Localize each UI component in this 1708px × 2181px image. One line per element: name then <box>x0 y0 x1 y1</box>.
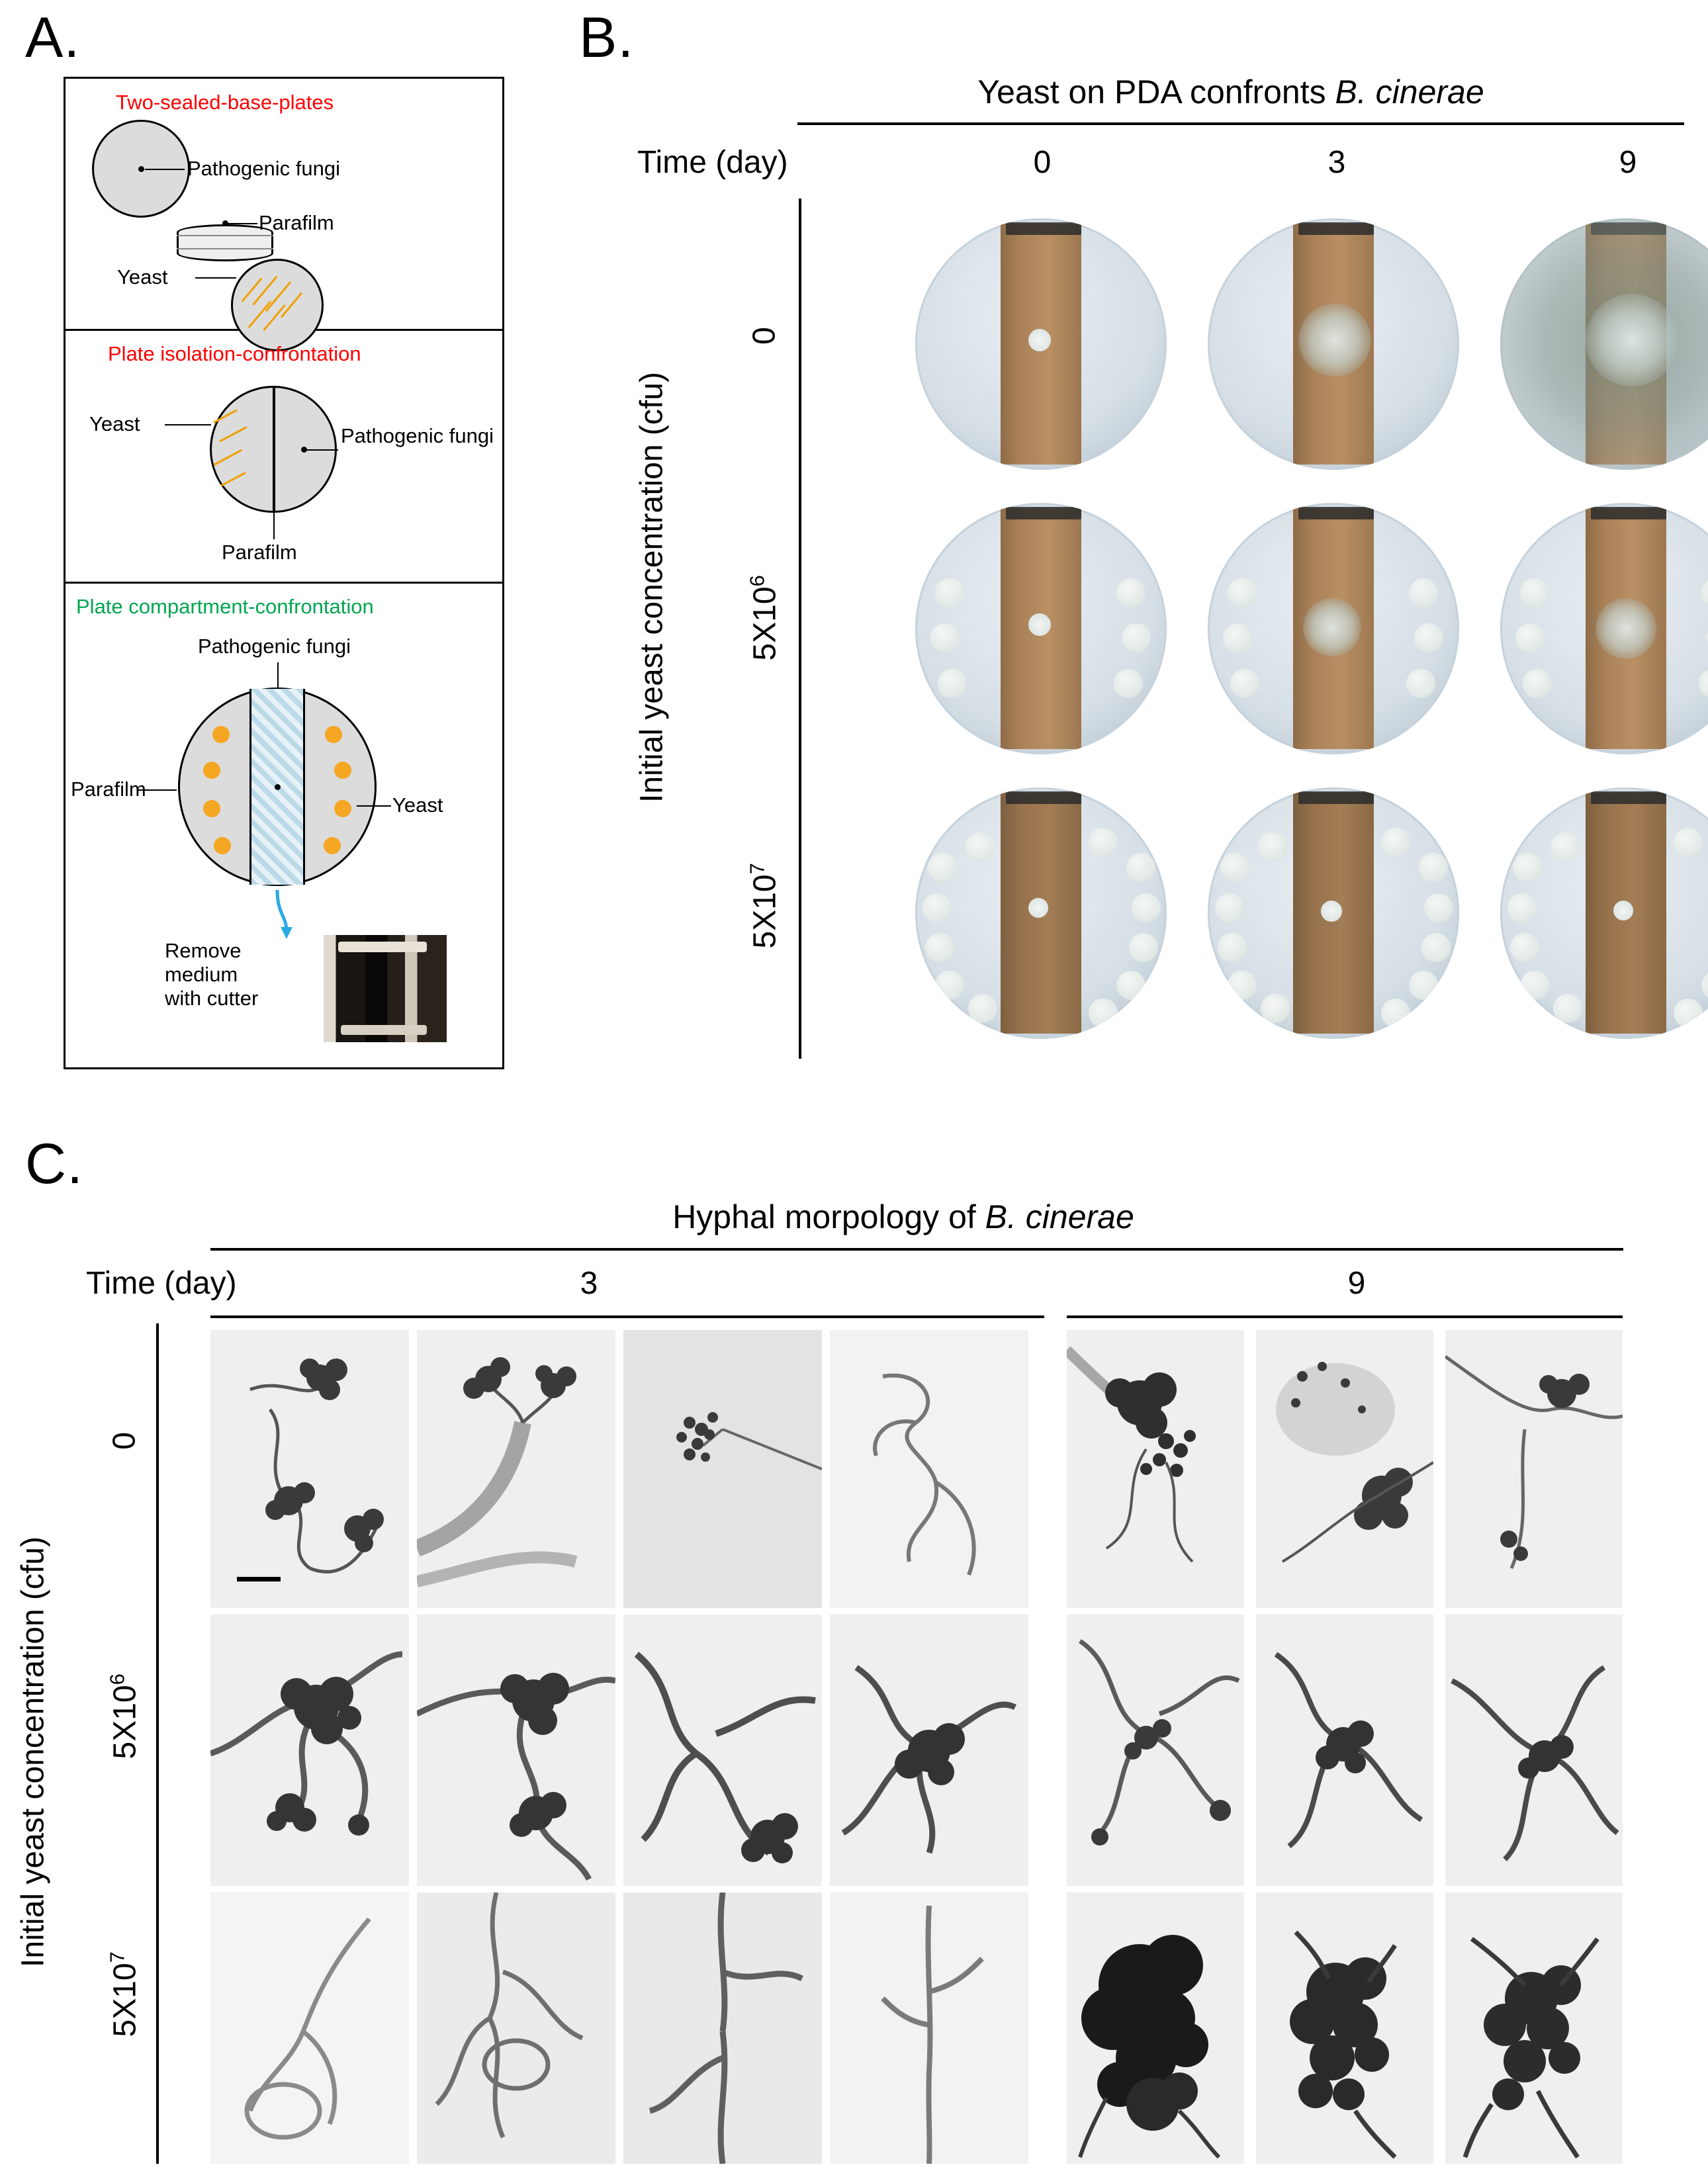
yeast-colony <box>1523 669 1552 698</box>
yeast-colony <box>1261 994 1290 1023</box>
parafilm-cylinder-lines <box>177 235 273 249</box>
label-pathogenic-fungi-3: Pathogenic fungi <box>198 635 351 658</box>
panel-b-row-head-2 <box>745 863 784 949</box>
yeast-colony <box>968 994 997 1023</box>
micrograph-row1-d3-2 <box>417 1615 615 1886</box>
yeast-colony <box>930 623 960 652</box>
section-title-two-sealed-base-plates: Two-sealed-base-plates <box>116 91 334 114</box>
row-head-exp: 7 <box>745 863 769 875</box>
panel-b-title-italic: B. cinerae <box>1335 73 1484 111</box>
leader-line <box>226 223 257 224</box>
yeast-colony <box>1674 999 1703 1028</box>
panel-b <box>566 0 1708 1112</box>
label-yeast-1: Yeast <box>117 265 168 289</box>
yeast-colony <box>1223 623 1252 652</box>
panel-c-row-head-1 <box>105 1673 144 1759</box>
parafilm-divider <box>273 387 275 512</box>
yeast-colony <box>1699 669 1708 698</box>
micrograph-row1-d3-3 <box>623 1615 822 1886</box>
plate-row0-day3 <box>1208 218 1459 470</box>
panel-c-col-rule-day3 <box>210 1315 1044 1318</box>
fungal-colony <box>1613 901 1633 920</box>
fungal-colony <box>1028 613 1051 636</box>
panel-c-header-rule <box>210 1248 1623 1251</box>
yeast-colony <box>1513 853 1542 882</box>
yeast-colony <box>203 800 220 817</box>
plate-row1-day9 <box>1500 503 1708 754</box>
yeast-colony <box>212 726 230 743</box>
panel-c-letter: C. <box>25 1132 83 1196</box>
yeast-colony <box>935 578 964 607</box>
leader-line <box>145 169 185 170</box>
scale-bar <box>237 1577 281 1581</box>
yeast-colony <box>1089 828 1118 857</box>
plate-tape <box>1298 507 1374 519</box>
yeast-colony <box>325 726 342 743</box>
micrograph-row0-d3-1 <box>210 1330 409 1608</box>
micrograph-row2-d9-2 <box>1256 1892 1433 2164</box>
yeast-colony <box>1228 578 1257 607</box>
plate-tape <box>1006 791 1081 804</box>
yeast-colony <box>928 853 957 882</box>
yeast-colony <box>1515 623 1545 652</box>
micrograph-row0-d9-1 <box>1067 1330 1244 1608</box>
panel-c-time-label: Time (day) <box>86 1266 237 1301</box>
plate-tape <box>1591 507 1666 519</box>
note-line-3: with cutter <box>165 986 259 1010</box>
panel-b-title-prefix: Yeast on PDA confronts <box>977 73 1335 111</box>
micrograph-row0-d9-2 <box>1256 1330 1433 1608</box>
leader-line <box>357 805 391 807</box>
micrograph-row1-d3-1 <box>210 1615 409 1886</box>
panel-c <box>0 1125 1708 2181</box>
plate-row0-day0 <box>915 218 1167 470</box>
yeast-colony <box>1701 971 1708 1000</box>
panel-c-title-italic: B. cinerae <box>985 1198 1134 1235</box>
label-parafilm-1: Parafilm <box>259 211 334 234</box>
yeast-colony <box>925 933 954 962</box>
yeast-colony <box>1129 933 1158 962</box>
fungal-colony <box>1028 329 1051 351</box>
yeast-colony <box>1419 853 1448 882</box>
yeast-colony <box>1409 971 1438 1000</box>
panel-c-row-head-0 <box>107 1402 143 1481</box>
yeast-colony <box>1409 578 1438 607</box>
yeast-colony <box>1551 832 1580 862</box>
yeast-colony <box>334 800 351 817</box>
leader-line <box>306 449 338 451</box>
micrograph-row1-d9-1 <box>1067 1615 1244 1886</box>
plate-row1-day0 <box>915 503 1167 754</box>
panel-b-col-head-1: 3 <box>1327 145 1346 180</box>
leader-line <box>165 424 211 425</box>
panel-b-letter: B. <box>579 6 635 69</box>
yeast-colony <box>938 669 967 698</box>
panel-c-col-rule-day9 <box>1067 1315 1623 1318</box>
yeast-colony <box>1406 669 1435 698</box>
micrograph-row0-d3-3 <box>623 1330 822 1608</box>
panel-a-letter: A. <box>25 6 81 69</box>
yeast-colony <box>966 832 995 862</box>
yeast-colony <box>1510 933 1539 962</box>
yeast-colony <box>1126 853 1155 882</box>
yeast-colony <box>1114 669 1143 698</box>
leader-line <box>273 513 275 539</box>
yeast-colony <box>324 837 341 854</box>
row-head-base: 5X10 <box>107 1963 143 2037</box>
label-yeast-3: Yeast <box>392 793 443 817</box>
panel-a-diagram-box <box>64 77 504 1069</box>
micrograph-row0-d9-3 <box>1445 1330 1623 1608</box>
panel-b-time-label: Time (day) <box>637 145 788 180</box>
yeast-colony <box>1220 853 1249 882</box>
panel-a <box>0 0 529 1098</box>
fungal-colony <box>1028 898 1048 918</box>
yeast-colony <box>1414 623 1443 652</box>
yeast-colony <box>334 762 351 779</box>
yeast-colony <box>1507 893 1537 922</box>
micrograph-row2-d3-3 <box>623 1892 822 2164</box>
panel-b-axis-rule <box>799 199 801 1059</box>
yeast-colony <box>1228 971 1257 1000</box>
plate-row0-day9 <box>1500 218 1708 470</box>
inoculum-dot-icon-4 <box>275 784 281 790</box>
yeast-colony <box>922 893 952 922</box>
note-line-1: Remove <box>165 939 242 962</box>
panel-b-col-head-2: 9 <box>1619 145 1637 180</box>
panel-b-col-head-0: 0 <box>1033 145 1052 180</box>
petri-dish-yeast-icon <box>231 259 324 351</box>
micrograph-row2-d3-4 <box>830 1892 1028 2164</box>
label-pathogenic-fungi-2: Pathogenic fungi <box>341 424 494 447</box>
yeast-colony <box>1421 933 1451 962</box>
micrograph-row2-d3-1 <box>210 1892 409 2164</box>
row-head-base: 5X10 <box>107 1685 143 1759</box>
fungal-mold <box>1586 294 1678 386</box>
yeast-colony <box>1424 893 1453 922</box>
panel-a-divider-2 <box>66 582 502 584</box>
label-parafilm-2: Parafilm <box>222 541 297 564</box>
panel-c-col-head-0: 3 <box>580 1266 598 1301</box>
yeast-colony <box>1122 623 1151 652</box>
plate-row2-day3 <box>1208 787 1459 1039</box>
row-head-exp: 7 <box>105 1951 129 1963</box>
yeast-colony <box>1089 999 1118 1028</box>
panel-c-yaxis-label: Initial yeast concentration (cfu) <box>15 1536 51 1967</box>
yeast-colony <box>1701 578 1708 607</box>
plate-tape <box>1006 507 1081 519</box>
micrograph-row0-d3-4 <box>830 1330 1028 1608</box>
plate-row2-day0 <box>915 787 1167 1039</box>
section-title-plate-compartment-confrontation: Plate compartment-confrontation <box>76 595 374 618</box>
yeast-colony <box>1553 994 1582 1023</box>
label-pathogenic-fungi-1: Pathogenic fungi <box>187 157 340 180</box>
yeast-colony <box>1258 832 1287 862</box>
panel-c-title-prefix: Hyphal morpology of <box>672 1198 985 1235</box>
yeast-colony <box>203 762 220 779</box>
micrograph-row2-d9-3 <box>1445 1892 1623 2164</box>
yeast-colony <box>1116 971 1146 1000</box>
plate-row2-day9 <box>1500 787 1708 1039</box>
yeast-colony <box>1674 828 1703 857</box>
yeast-colony <box>935 971 964 1000</box>
fungal-colony <box>1321 901 1342 922</box>
panel-c-axis-rule <box>156 1323 159 2164</box>
yeast-colony <box>1381 999 1410 1028</box>
plate-tape <box>1591 791 1666 804</box>
section-title-plate-isolation-confrontation: Plate isolation-confrontation <box>108 342 361 365</box>
row-head-base: 5X10 <box>747 586 783 661</box>
row-head-base: 5X10 <box>747 874 783 949</box>
micrograph-row1-d9-2 <box>1256 1615 1433 1886</box>
panel-b-title <box>771 73 1691 111</box>
panel-b-row-head-0 <box>746 296 783 376</box>
yeast-colony <box>1218 933 1247 962</box>
note-remove-medium <box>165 939 258 1010</box>
micrograph-row1-d3-4 <box>830 1615 1028 1886</box>
cutter-photo <box>324 935 447 1042</box>
micrograph-row0-d3-2 <box>417 1330 615 1608</box>
yeast-colony <box>1520 578 1549 607</box>
micrograph-row2-d9-1 <box>1067 1892 1244 2164</box>
note-line-2: medium <box>165 962 238 986</box>
yeast-colony <box>1381 828 1410 857</box>
panel-c-title <box>199 1198 1608 1236</box>
panel-c-col-head-1: 9 <box>1347 1266 1366 1301</box>
panel-b-yaxis-label: Initial yeast concentration (cfu) <box>634 372 670 803</box>
panel-b-row-head-1 <box>745 575 784 661</box>
micrograph-row1-d9-3 <box>1445 1615 1623 1886</box>
panel-c-row-head-2 <box>105 1951 144 2037</box>
row-head-base: 0 <box>746 327 782 345</box>
row-head-exp: 6 <box>745 575 769 587</box>
row-head-exp: 6 <box>105 1673 129 1685</box>
fungal-mold <box>1298 304 1371 377</box>
plate-tape <box>1298 791 1374 804</box>
yeast-colony <box>1520 971 1549 1000</box>
yeast-colony <box>214 837 231 854</box>
panel-b-header-rule <box>797 122 1684 125</box>
row-head-base: 0 <box>107 1432 142 1450</box>
leader-line <box>195 277 236 279</box>
inoculum-dot-icon <box>138 166 144 172</box>
yeast-colony <box>1215 893 1244 922</box>
arrow-icon <box>264 887 310 940</box>
plate-row1-day3 <box>1208 503 1459 754</box>
yeast-colony <box>1230 669 1259 698</box>
plate-tape <box>1006 222 1081 235</box>
label-parafilm-3: Parafilm <box>71 778 146 801</box>
yeast-colony <box>1132 893 1161 922</box>
plate-tape <box>1298 222 1374 235</box>
yeast-colony <box>1116 578 1146 607</box>
label-yeast-2: Yeast <box>89 412 140 435</box>
micrograph-row2-d3-2 <box>417 1892 615 2164</box>
